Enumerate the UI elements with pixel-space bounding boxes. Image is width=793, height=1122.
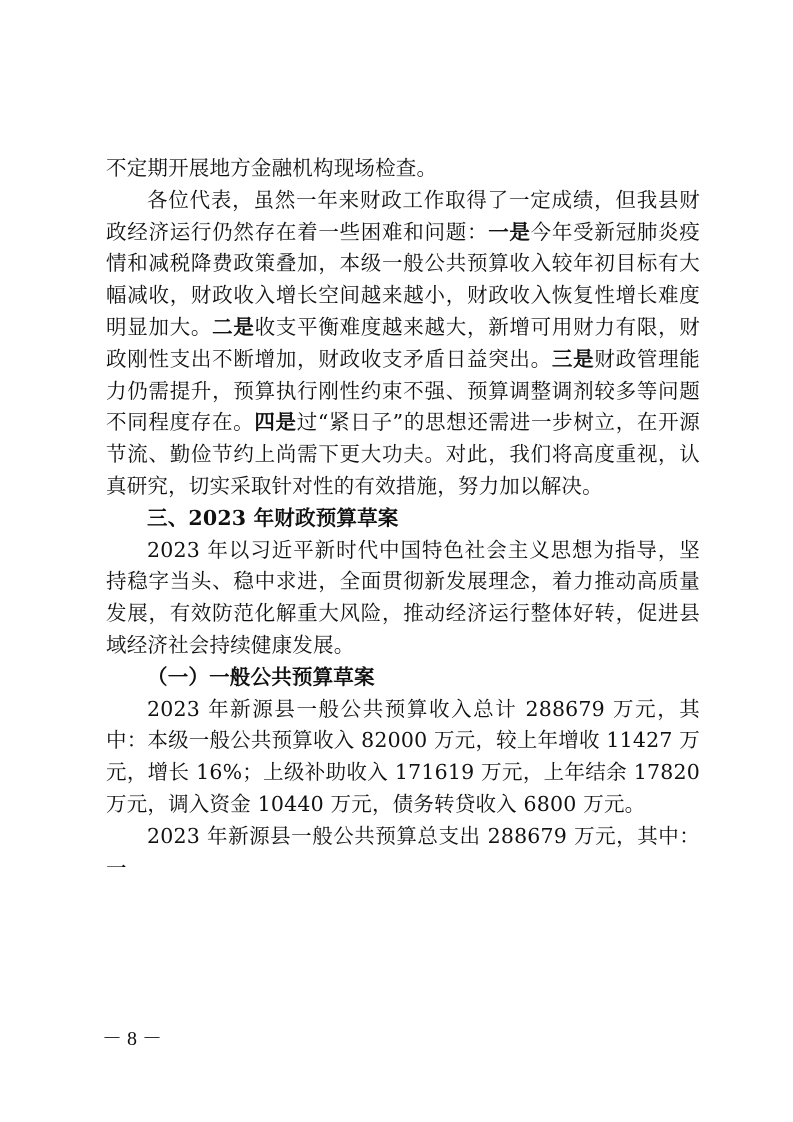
page-number: － 8 － <box>102 1028 162 1050</box>
paragraph-continuation: 不定期开展地方金融机构现场检查。 <box>106 156 438 180</box>
point-four-text: 过“紧日子”的思想还需进一步树立，在开源节流、勤俭节约上尚需下更大功夫。对此，我们将高度重视，认真研究，切实采取针对性的有效措施，努力加以解决。 <box>106 410 701 498</box>
point-two-text: 收支平衡难度越来越大，新增可用财力有限，财政刚性支出不断增加，财政收支矛盾日益突出。 <box>106 314 700 371</box>
point-one-text: 今年受新冠肺炎疫情和减税降费政策叠加，本级一般公共预算收入较年初目标有大幅减收，财政收入增长空间越来越小，财政收入恢复性增长难度明显加大。 <box>106 219 700 339</box>
point-three-label: 三是 <box>551 346 595 371</box>
point-four-label: 四是 <box>254 410 297 435</box>
point-one-label: 一是 <box>488 219 531 244</box>
problems-intro: 各位代表，虽然一年来财政工作取得了一定成绩，但我县财政经济运行仍然存在着一些困难和问题： <box>106 187 700 244</box>
subsection-heading-1: （一）一般公共预算草案 <box>147 664 375 689</box>
point-two-label: 二是 <box>212 314 255 339</box>
paragraph-expenditure: 2023 年新源县一般公共预算总支出 288679 万元，其中：一 <box>106 823 700 880</box>
point-three-text: 财政管理能力仍需提升，预算执行刚性约束不强、预算调整调剂较多等问题不同程度存在。 <box>106 346 701 435</box>
paragraph-revenue: 2023 年新源县一般公共预算收入总计 288679 万元，其中：本级一般公共预算收入 82000 万元，较上年增收 11427 万元，增长 16%；上级补助收入 171619 万元，上年结余 17820 万元，调入资金 10440 万元，债务转贷收入 6800 万元。 <box>106 696 700 816</box>
paragraph-problems <box>106 185 700 503</box>
section-heading-3: 三、2023 年财政预算草案 <box>147 505 399 530</box>
paragraph-guidance: 2023 年以习近平新时代中国特色社会主义思想为指导，坚持稳字当头、稳中求进，全面贯彻新发展理念，着力推动高质量发展，有效防范化解重大风险，推动经济运行整体好转，促进县域经济社会持续健康发展。 <box>106 537 700 657</box>
document-body <box>106 153 700 884</box>
